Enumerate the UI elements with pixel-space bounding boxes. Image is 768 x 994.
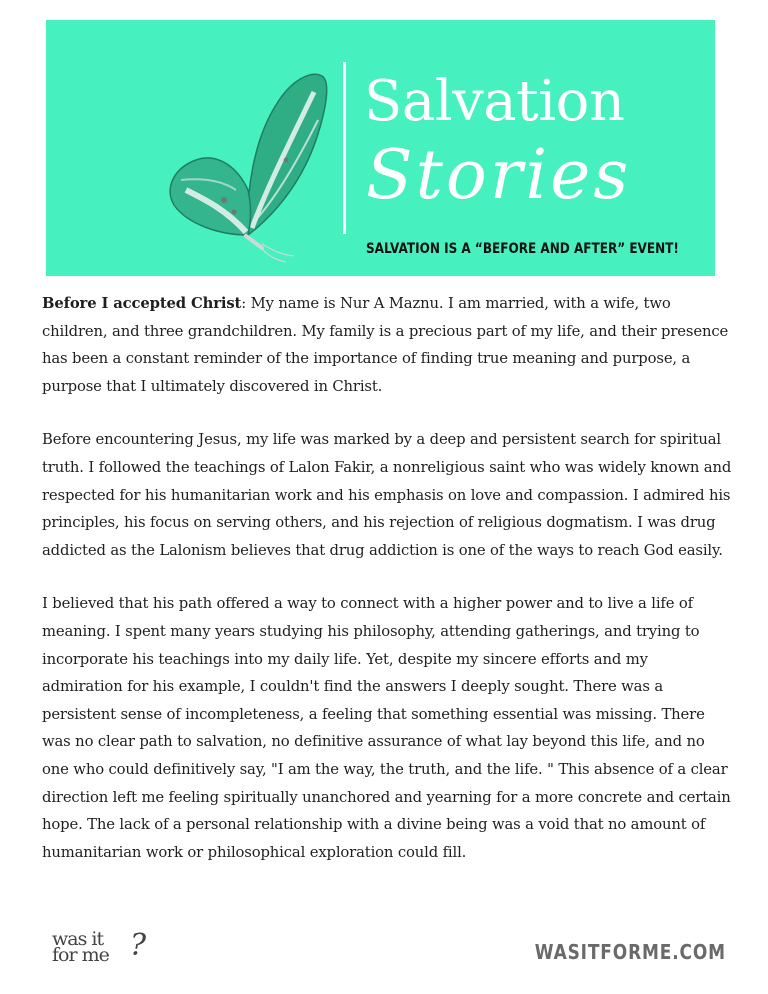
- banner-tagline: SALVATION IS A “BEFORE AND AFTER” EVENT!: [366, 241, 679, 257]
- story-lead: Before I accepted Christ: [42, 295, 242, 312]
- logo-question-mark: ?: [130, 928, 147, 963]
- banner-script-title: Stories: [366, 136, 632, 215]
- logo-line-1: was it: [52, 928, 104, 950]
- story-paragraph-3: I believed that his path offered a way to connect with a higher power and to live a life of meaning. I spent many years studying his philosophy, attending gatherings, and trying to incorporate his teachings into my daily life. Yet, despite my sincere efforts and my admiration for his example, I couldn't find the answers I deeply sought. There was a persistent sense of incompleteness, a feeling that something essential was missing. There was no clear path to salvation, no definitive assurance of what lay beyond this life, and no one who could definitively say, "I am the way, the truth, and the life. " This absence of a clear direction left me feeling spiritually unanchored and yearning for a more concrete and certain hope. The lack of a personal relationship with a divine being was a void that no amount of humanitarian work or philosophical exploration could fill.: [42, 595, 731, 861]
- logo-line-2: for me: [52, 944, 109, 966]
- story-paragraph-1: [42, 290, 732, 400]
- website-url: WASITFORME.COM: [534, 940, 726, 964]
- butterfly-icon: [126, 50, 356, 265]
- wasitforme-logo: [52, 928, 147, 968]
- story-body: [42, 290, 732, 892]
- story-paragraph-1-text: : My name is Nur A Maznu. I am married, with a wife, two children, and three grandchildren. My family is a precious part of my life, and their presence has been a constant reminder of the importance of finding true meaning and purpose, a purpose that I ultimately discovered in Christ.: [42, 295, 729, 395]
- banner-divider: [343, 62, 346, 234]
- story-paragraph-2: Before encountering Jesus, my life was marked by a deep and persistent search for spiritual truth. I followed the teachings of Lalon Fakir, a nonreligious saint who was widely known and respected for his humanitarian work and his emphasis on love and compassion. I admired his principles, his focus on serving others, and his rejection of religious dogmatism. I was drug addicted as the Lalonism believes that drug addiction is one of the ways to reach God easily.: [42, 431, 732, 559]
- header-banner: [46, 20, 715, 276]
- banner-title: Salvation: [364, 69, 625, 134]
